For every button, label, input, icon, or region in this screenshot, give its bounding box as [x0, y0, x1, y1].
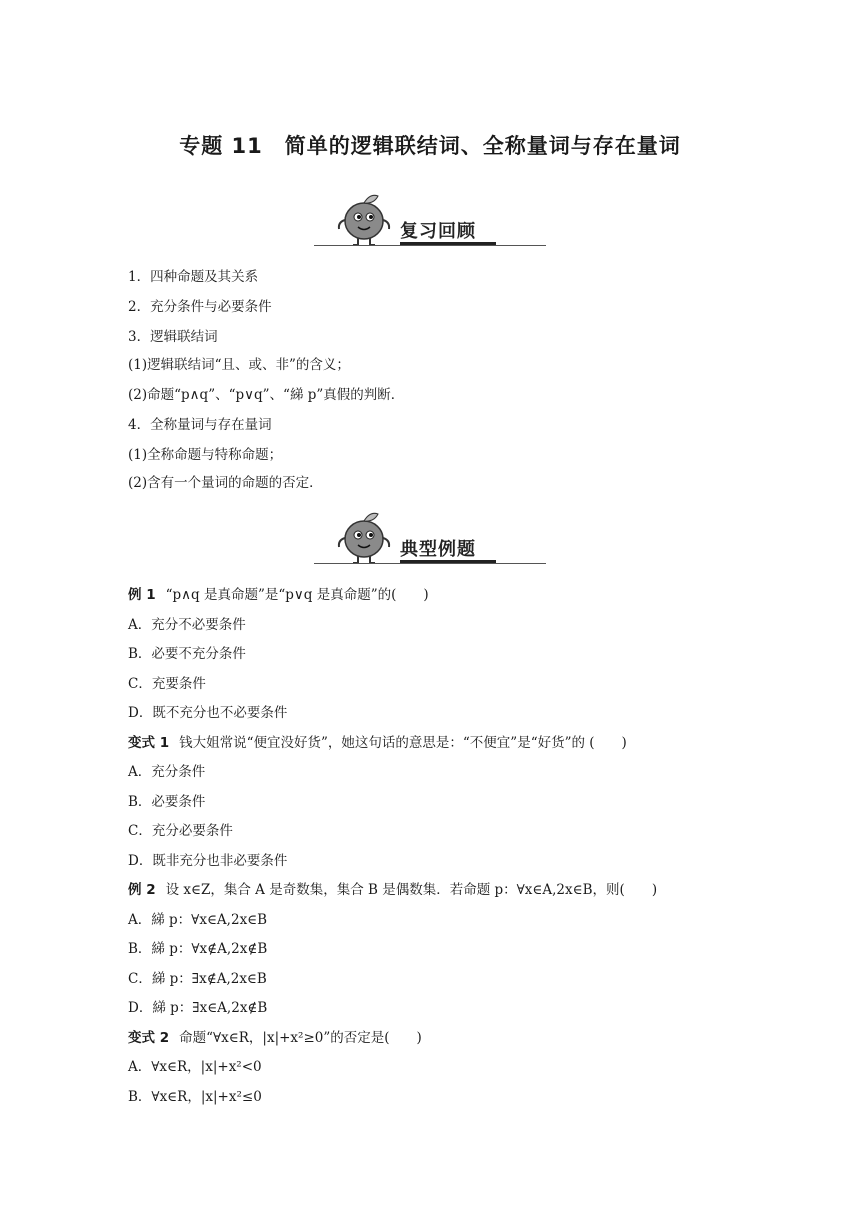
question-stem: 钱大姐常说“便宜没好货”，她这句话的意思是：“不便宜”是“好货”的 ( ) — [179, 735, 627, 751]
apple-mascot-icon — [336, 190, 392, 248]
review-line: 2．充分条件与必要条件 — [128, 299, 272, 315]
option-item: C．綈 p：∃x∉A,2x∈B — [128, 971, 267, 987]
option-item: D．既不充分也不必要条件 — [128, 705, 288, 721]
question-stem: 设 x∈Z，集合 A 是奇数集，集合 B 是偶数集．若命题 p：∀x∈A,2x∈B，则( ) — [165, 882, 658, 898]
review-line: (1)全称命题与特称命题； — [128, 447, 283, 463]
review-line: 1．四种命题及其关系 — [128, 269, 259, 285]
option-item: C．充分必要条件 — [128, 823, 233, 839]
question-variant-1 — [128, 734, 627, 752]
question-variant-2 — [128, 1029, 422, 1047]
question-stem: “p∧q 是真命题”是“p∨q 是真命题”的( ) — [165, 587, 429, 603]
option-item: D．既非充分也非必要条件 — [128, 853, 288, 869]
option-item: A．充分条件 — [128, 764, 206, 780]
question-example-2 — [128, 881, 657, 899]
section-banner-review — [314, 190, 546, 246]
option-item: A．充分不必要条件 — [128, 617, 246, 633]
section-banner-examples — [314, 508, 546, 564]
section-divider — [314, 245, 546, 246]
section-label-review: 复习回顾 — [400, 221, 476, 242]
question-example-1 — [128, 586, 429, 604]
section-divider — [314, 563, 546, 564]
option-item: B．必要条件 — [128, 794, 206, 810]
question-tag: 例 2 — [128, 882, 156, 898]
question-tag: 变式 1 — [128, 735, 170, 751]
option-item: D．綈 p：∃x∈A,2x∉B — [128, 1000, 268, 1016]
section-label-examples: 典型例题 — [400, 539, 476, 560]
apple-mascot-icon — [336, 508, 392, 566]
option-item: B．必要不充分条件 — [128, 646, 246, 662]
review-line: 3．逻辑联结词 — [128, 329, 218, 345]
question-stem: 命题“∀x∈R，|x|+x²≥0”的否定是( ) — [179, 1030, 422, 1046]
option-item: C．充要条件 — [128, 676, 206, 692]
review-line: (1)逻辑联结词“且、或、非”的含义； — [128, 357, 350, 373]
page-title: 专题 11 简单的逻辑联结词、全称量词与存在量词 — [179, 134, 681, 158]
question-tag: 例 1 — [128, 587, 156, 603]
review-line: (2)命题“p∧q”、“p∨q”、“綈 p”真假的判断． — [128, 387, 405, 403]
option-item: B．綈 p：∀x∉A,2x∉B — [128, 941, 268, 957]
review-line: 4．全称量词与存在量词 — [128, 417, 272, 433]
option-item: A．綈 p：∀x∈A,2x∈B — [128, 912, 268, 928]
option-item: B．∀x∈R，|x|+x²≤0 — [128, 1089, 262, 1105]
question-tag: 变式 2 — [128, 1030, 170, 1046]
review-line: (2)含有一个量词的命题的否定． — [128, 475, 323, 491]
option-item: A．∀x∈R，|x|+x²<0 — [128, 1059, 262, 1075]
